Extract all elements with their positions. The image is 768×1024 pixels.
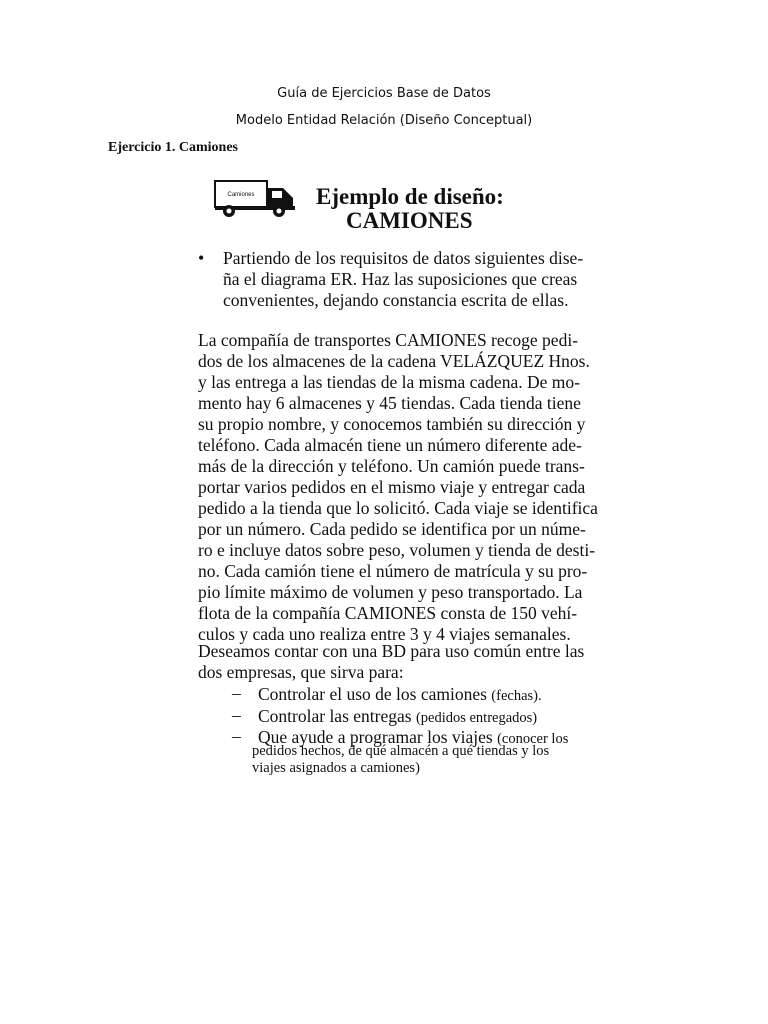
requirement-item <box>258 707 537 727</box>
description-line: por un número. Cada pedido se identifica por un núme- <box>198 519 586 539</box>
requirement-continuation: pedidos hechos, de qué almacén a qué tiendas y los <box>252 743 550 759</box>
description-line: flota de la compañía CAMIONES consta de 150 vehí- <box>198 603 578 623</box>
requirements-intro-line: dos empresas, que sirva para: <box>198 662 404 682</box>
description-line: portar varios pedidos en el mismo viaje y entregar cada <box>198 477 586 497</box>
exercise-heading: Ejercicio 1. Camiones <box>108 140 238 155</box>
description-line: La compañía de transportes CAMIONES recoge pedi- <box>198 330 579 350</box>
bullet-marker: • <box>198 248 205 268</box>
requirements-intro-line: Deseamos contar con una BD para uso común entre las <box>198 641 585 661</box>
dash-marker: – <box>232 705 241 725</box>
truck-label: Camiones <box>227 192 255 198</box>
bullet-line: Partiendo de los requisitos de datos siguientes dise- <box>223 248 584 268</box>
description-line: pio límite máximo de volumen y peso transportado. La <box>198 582 583 602</box>
requirement-continuation: viajes asignados a camiones) <box>252 760 420 776</box>
slide-heading-line2: CAMIONES <box>346 208 473 233</box>
slide-heading-line1: Ejemplo de diseño: <box>316 184 504 209</box>
description-line: y las entrega a las tiendas de la misma cadena. De mo- <box>198 372 580 392</box>
dash-marker: – <box>232 726 241 746</box>
requirements-intro <box>198 641 584 683</box>
requirement-note: (fechas). <box>491 688 542 704</box>
truck-icon <box>213 178 297 218</box>
requirement-item <box>258 685 542 705</box>
requirement-text: Que ayude a programar los viajes <box>258 727 498 747</box>
document-title: Guía de Ejercicios Base de Datos <box>277 86 491 101</box>
bullet-paragraph <box>223 248 583 311</box>
bullet-line: convenientes, dejando constancia escrita de ellas. <box>223 290 569 310</box>
description-line: su propio nombre, y conocemos también su dirección y <box>198 414 586 434</box>
description-line: teléfono. Cada almacén tiene un número diferente ade- <box>198 435 582 455</box>
description-line: mento hay 6 almacenes y 45 tiendas. Cada tienda tiene <box>198 393 581 413</box>
requirement-note: (conocer los <box>497 731 569 747</box>
requirement-note: (pedidos entregados) <box>415 710 538 726</box>
description-line: más de la dirección y teléfono. Un camión puede trans- <box>198 456 585 476</box>
description-line: culos y cada uno realiza entre 3 y 4 viajes semanales. <box>198 624 571 644</box>
description-paragraph <box>198 330 598 645</box>
description-line: no. Cada camión tiene el número de matrícula y su pro- <box>198 561 588 581</box>
description-line: pedido a la tienda que lo solicitó. Cada viaje se identifica <box>198 498 598 518</box>
description-line: ro e incluye datos sobre peso, volumen y tienda de desti- <box>198 540 596 560</box>
requirement-text: Controlar las entregas <box>258 706 416 726</box>
description-line: dos de los almacenes de la cadena VELÁZQUEZ Hnos. <box>198 351 590 371</box>
document-subtitle: Modelo Entidad Relación (Diseño Conceptual) <box>235 113 533 128</box>
dash-marker: – <box>232 683 241 703</box>
bullet-line: ña el diagrama ER. Haz las suposiciones que creas <box>223 269 578 289</box>
requirement-text: Controlar el uso de los camiones <box>258 684 492 704</box>
